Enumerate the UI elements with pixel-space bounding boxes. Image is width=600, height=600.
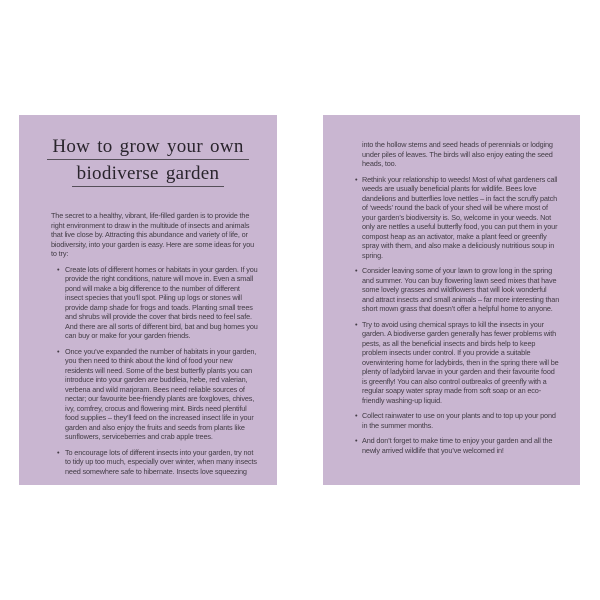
idea-list-left: [57, 265, 259, 477]
right-page-body: [323, 115, 580, 455]
intro-paragraph: The secret to a healthy, vibrant, life-filled garden is to provide the right environment to draw in the multitude of insects and animals that live close by. Attracting this abundance and variety of life, or biodiversity, into your garden is easy. Here are some ideas for you to try:: [51, 211, 255, 258]
list-item: • To encourage lots of different insects into your garden, try not to tidy up too much, especially over winter, when many insects need somewhere safe to hibernate. Insects love squeezing: [57, 448, 259, 477]
page-title: [19, 115, 277, 187]
idea-list-right: [355, 175, 560, 456]
continuation-paragraph: into the hollow stems and seed heads of perennials or lodging under piles of leaves. The birds will also enjoy eating the seed heads, too.: [362, 140, 553, 168]
right-page: [323, 115, 580, 485]
title-line-1: How to grow your own: [47, 136, 248, 160]
left-page: [19, 115, 277, 485]
list-item: • And don’t forget to make time to enjoy your garden and all the newly arrived wildlife that you’ve welcomed in!: [355, 436, 560, 455]
list-item: • Rethink your relationship to weeds! Most of what gardeners call weeds are usually beneficial plants for wildlife. Bees love dandelions and butterflies love nettles – in fact the scruffy patch of ‘weeds’ round the back of your shed will be where most of your garden’s biodiversity is. So, welcome in your weeds. Not only are nettles a useful butterfly food, you can put them in your compost heap as an activator, make a plant feed or greenfly spray with them, and also make a deliciously nutritious soup in spring.: [355, 175, 560, 261]
list-item: • Consider leaving some of your lawn to grow long in the spring and summer. You can buy flowering lawn seed mixes that have some lovely grasses and wildflowers that will look wonderful and attract insects and small animals – far more interesting than short mown grass that doesn’t offer a helpful home to anyone.: [355, 266, 560, 314]
left-page-body: [19, 211, 277, 476]
title-line-2: biodiverse garden: [72, 163, 225, 187]
list-item: • Collect rainwater to use on your plants and to top up your pond in the summer months.: [355, 411, 560, 430]
list-item: • Once you’ve expanded the number of habitats in your garden, you then need to think about the kind of food your new residents will need. Some of the best butterfly plants you can introduce into your garden are buddleia, hebe, red valerian, verbena and wild marjoram. Bees need reliable sources of nectar; our favourite bee-friendly plants are foxgloves, chives, ivy, comfrey, crocus and flowering mint. Birds need plentiful food supplies – they’ll feed on the increased insect life in your garden and also enjoy the fruits and seeds from plants like sunflowers, serviceberries and crab apple trees.: [57, 347, 259, 442]
list-item: • Try to avoid using chemical sprays to kill the insects in your garden. A biodiverse garden generally has fewer problems with pests, as all the beneficial insects and birds help to keep problem insects under control. If you provide a suitable overwintering home for ladybirds, then in the spring there will be plenty of ladybird larvae in your garden and their favourite food is greenfly! You can also control outbreaks of greenfly with a regular soapy water spray made from soft soap or an eco-friendly washing-up liquid.: [355, 320, 560, 406]
list-item: • Create lots of different homes or habitats in your garden. If you provide the right conditions, nature will move in. Even a small pond will make a big difference to the number of different insect species that you’ll spot. Piling up logs or stones will provide damp shade for frogs and toads. Planting small trees and shrubs will provide the cover that birds need to feel safe. And there are all sorts of different bird, bat and bug homes you can buy or make for your garden friends.: [57, 265, 259, 341]
